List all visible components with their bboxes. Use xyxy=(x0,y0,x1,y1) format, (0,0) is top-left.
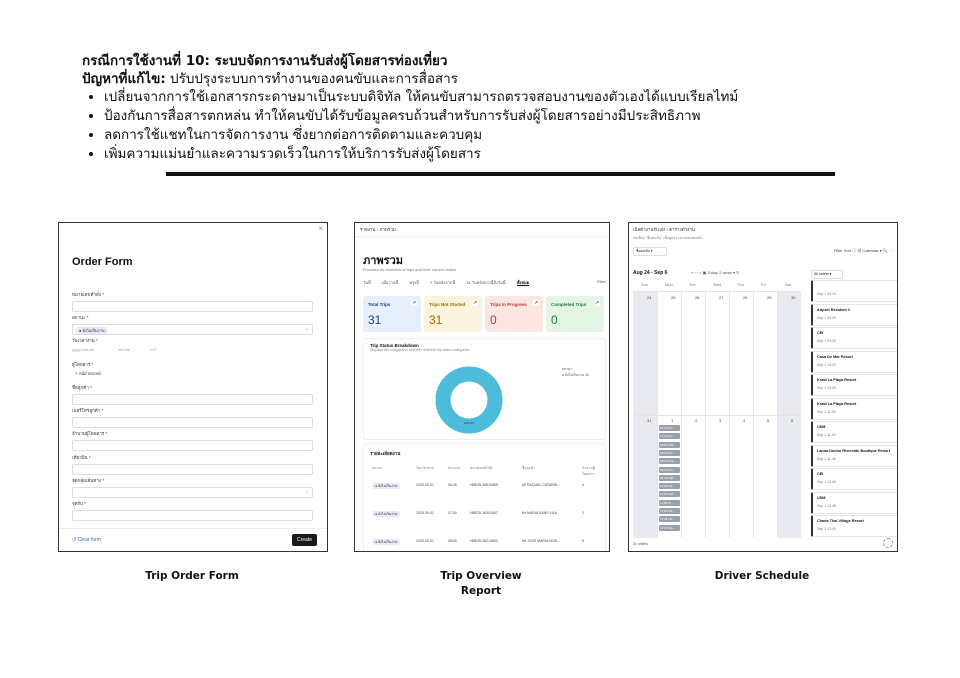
table-cell: Mr MARIA SANS VILA xyxy=(522,511,558,515)
order-card[interactable] xyxy=(811,515,898,537)
field-input[interactable] xyxy=(72,301,313,312)
calendar-event[interactable]: 08:00 CEI... xyxy=(659,442,680,448)
schedule-screenshot xyxy=(628,222,898,552)
stat-value: 31 xyxy=(368,313,382,327)
calendar-event[interactable]: 08:15 Aka... xyxy=(659,458,680,464)
column-header: ประเภท xyxy=(448,466,460,470)
form-field xyxy=(72,477,313,498)
form-field xyxy=(72,337,313,352)
field-label: ผู้โดยสาร * xyxy=(72,362,94,367)
calendar-event[interactable]: 11:05 Kr... xyxy=(659,500,680,506)
table-cell: 08:00 xyxy=(448,539,457,543)
day-number[interactable]: 5 xyxy=(767,418,770,423)
order-card[interactable] xyxy=(811,468,898,490)
tab-yesterday[interactable]: เมื่อวานนี้ xyxy=(381,280,399,285)
column-header: วันเวลางาน xyxy=(416,466,434,470)
form-field xyxy=(72,361,313,376)
open-arrow-icon[interactable]: ↗ xyxy=(411,300,417,306)
chart-legend xyxy=(562,366,589,378)
weekday-header: Sun xyxy=(641,282,649,287)
field-label: จุดรับ * xyxy=(72,501,86,506)
status-badge: ● ยังไม่เริ่มงาน xyxy=(76,327,108,334)
field-label: เที่ยวบิน * xyxy=(72,455,91,460)
order-time: Sep 1 11:25 xyxy=(817,409,836,414)
divider xyxy=(355,236,609,237)
caption-overview xyxy=(354,569,608,599)
order-time: Sep 1 10:25 xyxy=(817,386,836,390)
table-cell: HBE25-36510885 xyxy=(470,483,498,487)
table-cell: 07:30 xyxy=(448,511,457,515)
problem-text: ปรับปรุงระบบการทำงานของคนขับและการสื่อสาร xyxy=(165,71,459,87)
weekday-header: Thu xyxy=(737,282,744,287)
loading-icon xyxy=(883,538,893,548)
order-count: 31 orders xyxy=(633,542,648,546)
order-place: CEI xyxy=(817,331,824,335)
table-header xyxy=(370,462,602,476)
field-label: จัดกลุ่มเส้นทาง * xyxy=(72,478,105,483)
calendar-event[interactable]: 06:25 GL... xyxy=(659,425,680,431)
stat-title: Trips Not Started xyxy=(429,302,466,307)
field-input[interactable] xyxy=(72,417,313,428)
form-title: Order Form xyxy=(72,256,133,268)
form-field xyxy=(72,407,313,428)
day-number[interactable]: 27 xyxy=(719,295,724,300)
calendar-event[interactable]: 09:45 CEI... xyxy=(659,475,680,481)
form-field xyxy=(72,430,313,451)
order-time: Sep 1 12:45 xyxy=(817,527,836,531)
order-filter-select[interactable]: All orders ▾ xyxy=(811,270,843,279)
order-card[interactable] xyxy=(811,398,898,420)
form-field xyxy=(72,384,313,405)
form-field xyxy=(72,454,313,475)
bullet-list xyxy=(82,88,882,164)
calendar-event[interactable]: 12:40 CE... xyxy=(659,525,680,531)
table-cell: 06:25 xyxy=(448,483,457,487)
driver-select[interactable]: ชื่อคนขับ ▾ xyxy=(633,247,667,256)
day-number[interactable]: 24 xyxy=(647,295,652,300)
order-place: USM xyxy=(817,425,826,429)
order-time: Sep 1 09:10 xyxy=(817,292,836,296)
open-arrow-icon[interactable]: ↗ xyxy=(472,300,478,306)
calendar-event[interactable]: 10:55 CEI... xyxy=(659,491,680,497)
order-time: Sep 1 12:40 xyxy=(817,480,836,484)
calendar-event[interactable]: 09:25 Aro... xyxy=(659,467,680,473)
view-toolbar[interactable]: Filter Sort ⓘ ▦ Calendar ▾ 🔍 ··· xyxy=(833,248,893,253)
status-badge: ● ยังไม่เริ่มงาน xyxy=(372,483,400,489)
stat-value: 0 xyxy=(551,313,558,327)
add-record-button[interactable]: + Add record xyxy=(75,371,101,376)
stat-card[interactable] xyxy=(424,296,482,332)
table-cell: Mr JOSE MARIA MOR... xyxy=(522,539,561,543)
column-header: หมายเลขคำสั่ง xyxy=(470,466,493,470)
stat-card[interactable] xyxy=(546,296,604,332)
weekday-header: Mon xyxy=(665,282,673,287)
bullet-item: • ลดการใช้แชทในการจัดการงาน ซึ่งยากต่อการติดตามและควบคุม xyxy=(104,126,882,145)
order-place: Krabi La Playa Resort xyxy=(817,378,857,382)
calendar-grid xyxy=(633,291,801,538)
order-place: Lanna Duoho Riverside Boutique Resort xyxy=(817,448,890,453)
table-cell: 2025-09-01 xyxy=(416,483,434,487)
field-label: หมายเลขคำสั่ง * xyxy=(72,292,104,297)
table-cell: 2 xyxy=(582,511,584,515)
order-place: Airport Resident 2 xyxy=(817,307,850,312)
caption-line: Report xyxy=(460,585,502,597)
order-place: Krabi La Playa Resort xyxy=(817,401,857,406)
stat-title: Completed Trips xyxy=(551,302,587,307)
datetime-inputs[interactable] xyxy=(72,347,313,352)
close-icon[interactable]: × xyxy=(318,224,323,233)
date-input[interactable]: yyyy-mm-dd xyxy=(72,347,94,352)
order-place: USM xyxy=(817,495,826,500)
day-number[interactable]: 1 xyxy=(671,418,674,423)
order-place: CEI xyxy=(817,472,824,476)
grid-line xyxy=(633,415,801,416)
task-list-panel xyxy=(363,443,606,552)
calendar xyxy=(633,279,801,537)
chevron-down-icon: ⌄ xyxy=(304,326,309,332)
column-header: สถานะ xyxy=(372,466,383,470)
order-list xyxy=(811,270,895,546)
donut-chart xyxy=(434,365,504,435)
table-cell: 5 xyxy=(582,539,584,543)
chevron-down-icon: ⌄ xyxy=(304,489,309,495)
stat-title: Trips In Progress xyxy=(490,302,527,307)
stat-card[interactable] xyxy=(363,296,421,332)
table-cell: 4 xyxy=(582,483,584,487)
table-cell: 2025-09-01 xyxy=(416,511,434,515)
day-number[interactable]: 28 xyxy=(743,295,748,300)
caption-order-form: Trip Order Form xyxy=(145,570,239,582)
tab-all[interactable]: ทั้งหมด xyxy=(516,280,530,285)
order-form-screenshot xyxy=(58,222,328,552)
field-input[interactable] xyxy=(72,394,313,405)
bullet-item: • เพิ่มความแม่นยำและความรวดเร็วในการให้บริการรับส่งผู้โดยสาร xyxy=(104,145,882,164)
table-cell: Mr RAQUEL CATARIN... xyxy=(522,483,561,487)
tab-next-7-days[interactable]: 7 วันหลังจากนี้ xyxy=(429,280,456,285)
order-time: Sep 1 11:40 xyxy=(817,433,836,437)
field-input[interactable] xyxy=(72,324,313,335)
date-range: Aug 24 - Sep 6 xyxy=(633,270,668,276)
field-input[interactable] xyxy=(72,464,313,475)
overview-screenshot xyxy=(354,222,610,552)
calendar-event[interactable]: 11:40 US... xyxy=(659,508,680,514)
stat-value: 0 xyxy=(490,313,497,327)
calendar-event[interactable]: 08:25 KR... xyxy=(659,450,680,456)
form-footer xyxy=(59,528,327,551)
day-number[interactable]: 30 xyxy=(791,295,796,300)
table-row[interactable] xyxy=(370,536,602,546)
table-cell: HBE25-36341607 xyxy=(470,511,498,515)
tab-today[interactable]: วันนี้ xyxy=(363,280,371,285)
order-time: Sep 1 09:25 xyxy=(817,315,836,320)
time-input[interactable]: hh:mm xyxy=(117,347,131,352)
day-number[interactable]: 6 xyxy=(791,418,794,423)
weekday-header: Wed xyxy=(713,282,722,287)
status-breakdown-panel xyxy=(363,338,606,440)
divider-rule xyxy=(166,172,835,176)
order-card[interactable] xyxy=(811,327,898,349)
breadcrumb: เบิลตัวงานรับ-ส่ง › ตารางตัวงาน xyxy=(633,227,695,232)
order-place: Chada Thai Village Resort xyxy=(817,519,864,523)
weekday-header: Sat xyxy=(785,282,792,287)
calendar-event[interactable]: 07:30 Ao... xyxy=(659,433,680,439)
column-header: ชื่อลูกค้า xyxy=(522,466,536,470)
table-cell: 2025-09-01 xyxy=(416,539,434,543)
field-label: สถานะ * xyxy=(72,315,89,320)
order-card[interactable] xyxy=(811,304,898,326)
document-header xyxy=(82,52,882,164)
form-field xyxy=(72,500,313,521)
panel-title: Trip Status Breakdown xyxy=(370,343,419,348)
status-badge: ● ยังไม่เริ่มงาน xyxy=(372,539,400,545)
order-card[interactable] xyxy=(811,280,898,302)
caption-schedule: Driver Schedule xyxy=(714,570,810,582)
field-label: จำนวนผู้โดยสาร * xyxy=(72,431,108,436)
donut-slice xyxy=(443,374,495,426)
column-header: จำนวนผู้โดยสาร xyxy=(582,466,595,476)
day-number[interactable]: 31 xyxy=(647,418,652,423)
timezone-label: +07 xyxy=(150,347,157,352)
panel-subtitle: Displays the comparison between different trip status categories xyxy=(370,348,470,352)
table-row[interactable] xyxy=(370,480,602,490)
order-card[interactable] xyxy=(811,421,898,443)
order-time: Sep 1 11:45 xyxy=(817,456,836,461)
status-badge: ● ยังไม่เริ่มงาน xyxy=(372,511,400,517)
filter-button[interactable]: Filter xyxy=(597,279,606,284)
table-cell: HBE25-36213503 xyxy=(470,539,498,543)
day-number[interactable]: 29 xyxy=(767,295,772,300)
field-label: วันเวลางาน * xyxy=(72,338,98,343)
field-input[interactable] xyxy=(72,487,313,498)
day-number[interactable]: 4 xyxy=(743,418,746,423)
bullet-item: • เปลี่ยนจากการใช้เอกสารกระดาษมาเป็นระบบดิจิทัล ให้คนขับสามารถตรวจสอบงานของตัวเองได้แบบเรียลไทม์ xyxy=(104,88,882,107)
day-number[interactable]: 25 xyxy=(671,295,676,300)
list-title: รายละเอียดงาน xyxy=(370,451,401,456)
weekday-header: Fri xyxy=(761,282,766,287)
caption-line: Trip Overview xyxy=(440,570,522,582)
problem-statement xyxy=(82,70,882,88)
use-case-title: กรณีการใช้งานที่ 10: ระบบจัดการงานรับส่งผู้โดยสารท่องเที่ยว xyxy=(82,53,448,69)
page-hint: กดเลือก "ชื่อคนขับ" เพื่อดูตารางงานของคนขับ xyxy=(633,236,703,240)
legend-title: สถานะ xyxy=(561,367,573,371)
table-row[interactable] xyxy=(370,508,602,518)
date-tabs xyxy=(363,279,539,286)
page-title: ภาพรวม xyxy=(363,255,404,267)
field-label: ชื่อลูกค้า * xyxy=(72,385,92,390)
order-card[interactable] xyxy=(811,445,898,467)
stat-value: 31 xyxy=(429,313,443,327)
weekday-header: Tue xyxy=(689,282,696,287)
day-number[interactable]: 3 xyxy=(719,418,722,423)
page-description: Provides an overview of trips and their current status xyxy=(363,267,457,272)
order-time: Sep 1 12:45 xyxy=(817,503,836,508)
order-card[interactable] xyxy=(811,492,898,514)
tab-31-days[interactable]: 31 วันหลังจากนี้ถึงวันนี้ xyxy=(466,280,506,285)
order-time: Sep 1 09:25 xyxy=(817,339,836,343)
form-field xyxy=(72,314,313,335)
open-arrow-icon[interactable]: ↗ xyxy=(594,300,600,306)
donut-label: 100.0% xyxy=(463,421,475,425)
order-card[interactable] xyxy=(811,351,898,373)
clear-form-button[interactable]: ↺ Clear form xyxy=(72,537,101,543)
open-arrow-icon[interactable]: ↗ xyxy=(533,300,539,306)
calendar-nav[interactable]: « ‹ › » ▣ Today 2 week ▾ ↻ xyxy=(691,270,740,275)
bullet-item: • ป้องกันการสื่อสารตกหล่น ทำให้คนขับได้รับข้อมูลครบถ้วนสำหรับการรับส่งผู้โดยสารอย่างมีประสิทธิภาพ xyxy=(104,107,882,126)
form-field xyxy=(72,291,313,312)
order-card[interactable] xyxy=(811,374,898,396)
create-button[interactable]: Create xyxy=(292,534,317,546)
stat-card[interactable] xyxy=(485,296,543,332)
breadcrumb: รายงาน › ภาพรวม xyxy=(360,227,396,232)
order-place: Casa De Mar Resort xyxy=(817,354,853,359)
field-input[interactable] xyxy=(72,510,313,521)
problem-label: ปัญหาที่แก้ไข: xyxy=(82,71,166,87)
legend-item: ● ยังไม่เริ่มงาน 31 xyxy=(561,373,589,377)
calendar-event[interactable]: 11:45 LD... xyxy=(659,516,680,522)
tab-tomorrow[interactable]: พรุ่งนี้ xyxy=(409,280,419,285)
order-time: Sep 1 10:20 xyxy=(817,362,836,367)
day-number[interactable]: 2 xyxy=(695,418,698,423)
calendar-event[interactable]: 10:05 Ca... xyxy=(659,483,680,489)
stat-title: Total Trips xyxy=(368,302,391,307)
field-label: เบอร์โทรลูกค้า * xyxy=(72,408,104,413)
day-number[interactable]: 26 xyxy=(695,295,700,300)
field-input[interactable] xyxy=(72,440,313,451)
